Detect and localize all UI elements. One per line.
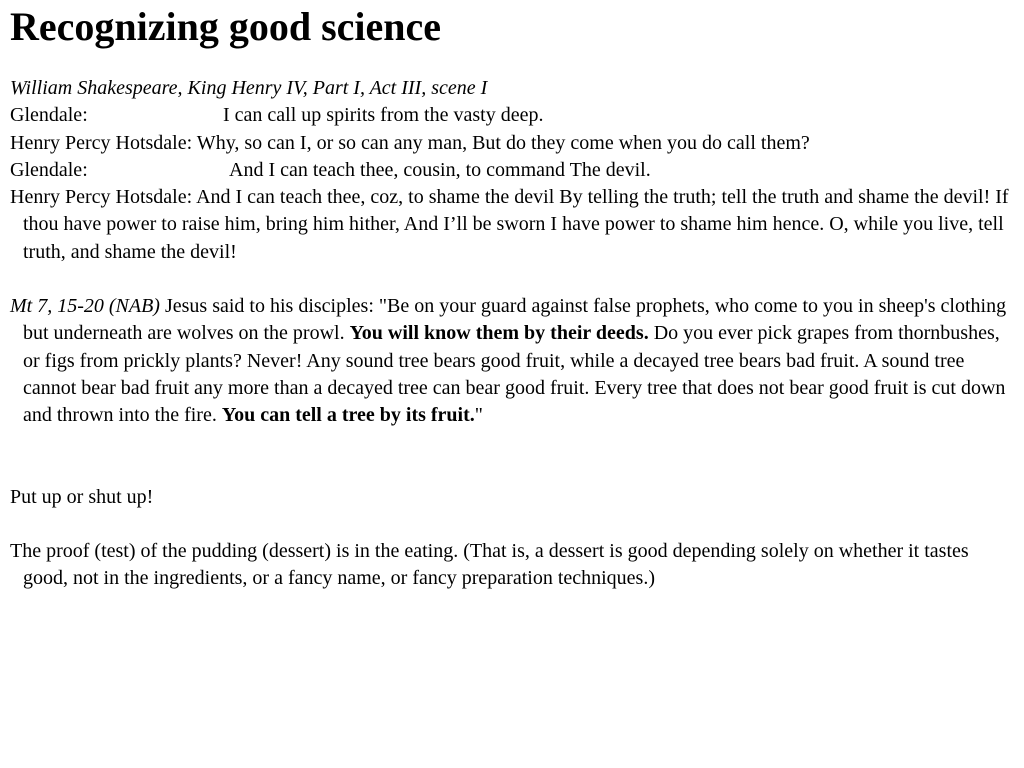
dialogue-text-4: And I can teach thee, coz, to shame the devil By telling the truth; tell the truth and shame the devil! If thou have power to raise him, bring him hither, And I’ll be sworn I have power to shame him hence. O, while you live, tell truth, and shame the devil!	[23, 186, 1009, 263]
slide	[10, 0, 1016, 592]
dialogue-line-1	[10, 102, 1016, 129]
speaker-hotsdale-2: Henry Percy Hotsdale:	[10, 186, 193, 209]
speaker-hotsdale-1: Henry Percy Hotsdale:	[10, 131, 193, 154]
dialogue-text-3: And I can teach thee, cousin, to command The devil.	[229, 158, 651, 181]
speaker-glendale-1: Glendale:	[10, 104, 88, 127]
pudding-paragraph: The proof (test) of the pudding (dessert) is in the eating. (That is, a dessert is good depending solely on whether it tastes good, not in the ingredients, or a fancy name, or fancy preparation techniques.)	[10, 539, 969, 590]
dialogue-text-1: I can call up spirits from the vasty deep.	[223, 104, 544, 127]
matthew-bold-2: You can tell a tree by its fruit.	[221, 404, 475, 427]
shakespeare-citation: William Shakespeare, King Henry IV, Part I, Act III, scene I	[10, 77, 488, 99]
matthew-text-2: Do you ever pick grapes from thornbushes, or figs from prickly plants? Never! Any sound tree bears good fruit, while a decayed tree bears bad fruit. A sound tree cannot bear bad fruit any more than a decayed tree can bear good fruit. Every tree that does not bear good fruit is cut down and thrown into the fire.	[23, 322, 1006, 427]
dialogue-line-3	[10, 157, 1016, 184]
dialogue-line-2	[10, 130, 1016, 157]
dialogue-line-4	[10, 184, 1016, 266]
matthew-citation: Mt 7, 15-20 (NAB)	[10, 295, 160, 318]
matthew-bold-1: You will know them by their deeds.	[349, 322, 649, 345]
page-title: Recognizing good science	[10, 4, 442, 49]
put-up-line: Put up or shut up!	[10, 485, 154, 508]
speaker-glendale-2: Glendale:	[10, 158, 88, 181]
matthew-text-3: "	[474, 404, 483, 427]
dialogue-text-2: Why, so can I, or so can any man, But do they come when you do call them?	[192, 131, 810, 154]
matthew-passage	[10, 293, 1016, 429]
matthew-text-1: Jesus said to his disciples: "Be on your guard against false prophets, who come to you in sheep's clothing but underneath are wolves on the prowl.	[23, 295, 1007, 345]
